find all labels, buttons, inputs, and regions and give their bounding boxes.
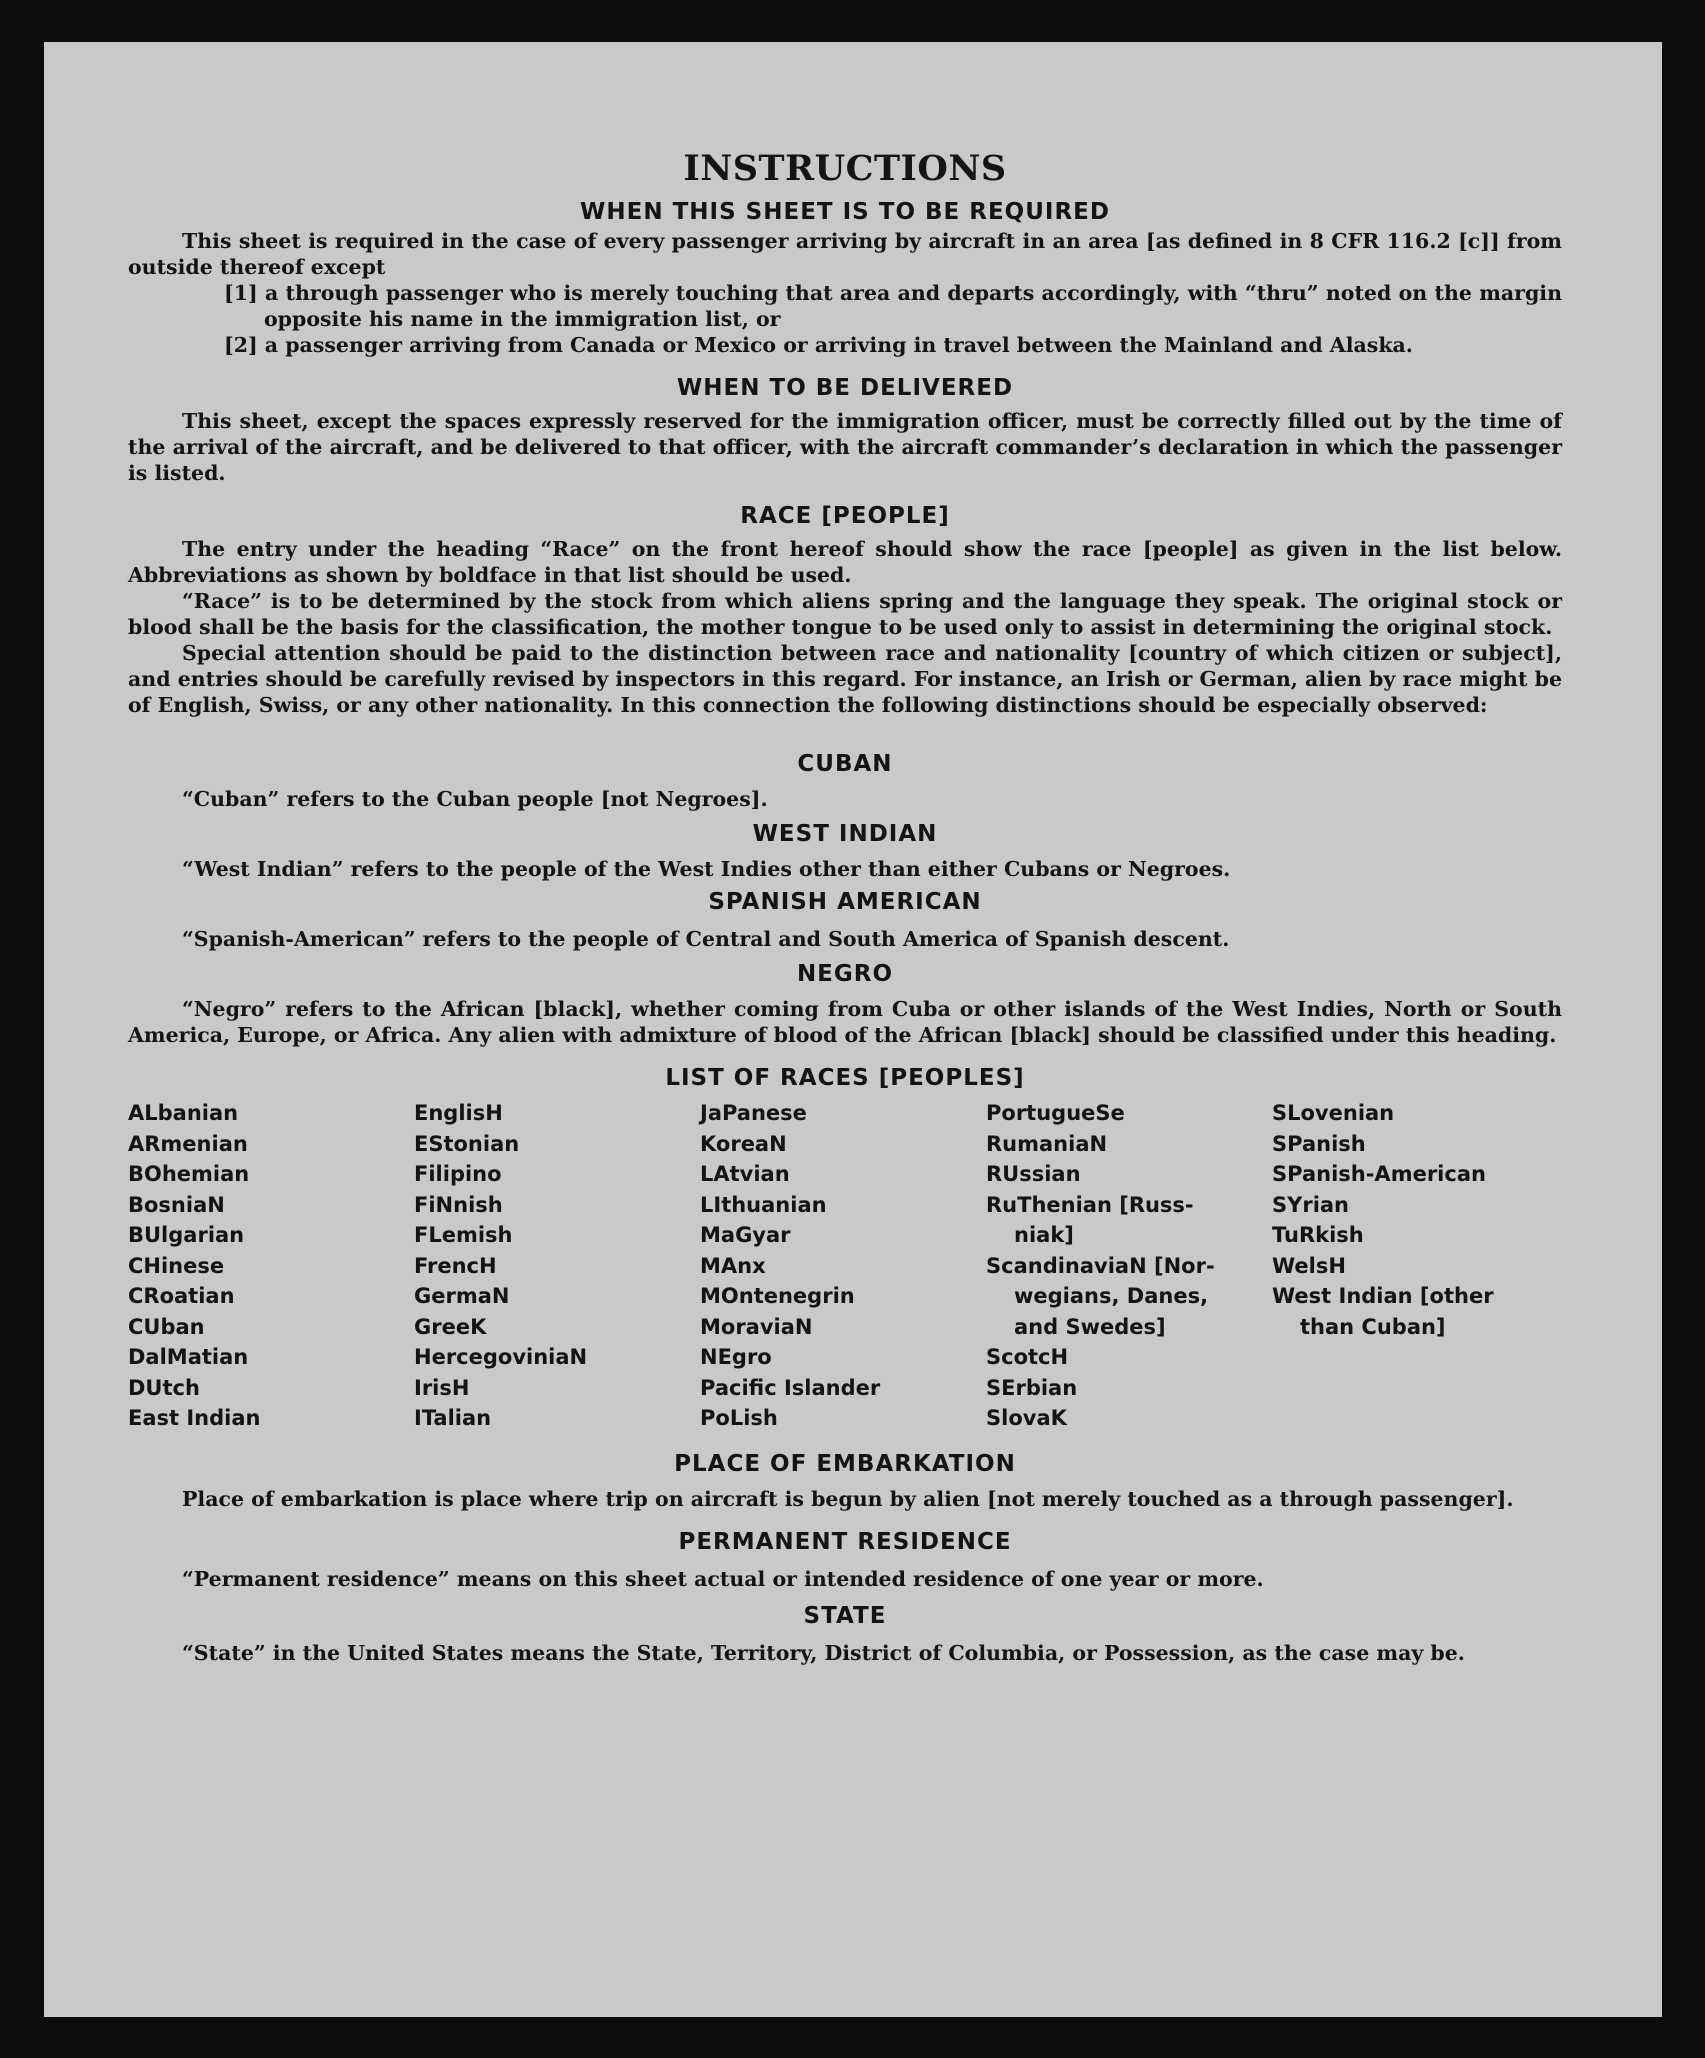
races-list [128, 1098, 1562, 1434]
race-entry: East Indian [128, 1406, 261, 1430]
race-entry: Pacific Islander [700, 1375, 881, 1400]
race-entry: niak] [1014, 1223, 1074, 1247]
race-entry: NEgro [700, 1345, 772, 1369]
heading-cuban: CUBAN [797, 751, 893, 777]
race-entry: ScandinaviaN [Nor- [986, 1253, 1215, 1278]
heading-delivered: WHEN TO BE DELIVERED [676, 375, 1014, 401]
heading-state: STATE [803, 1602, 887, 1629]
race-entry: FiNnish [414, 1192, 503, 1217]
instructions-content [128, 146, 1562, 1666]
page-title: INSTRUCTIONS [683, 148, 1007, 189]
heading-permanent-residence: PERMANENT RESIDENCE [678, 1528, 1012, 1555]
heading-west-indian: WEST INDIAN [752, 821, 938, 847]
race-entry: ARmenian [128, 1131, 248, 1156]
race-entry: JaPanese [700, 1101, 807, 1125]
race-entry: SYrian [1272, 1192, 1350, 1217]
races-column-4 [986, 1098, 1272, 1434]
race-entry: wegians, Danes, [1014, 1284, 1209, 1308]
heading-race: RACE [PEOPLE] [740, 503, 950, 529]
race-entry: LAtvian [700, 1162, 790, 1186]
races-column-2 [414, 1098, 700, 1434]
race-entry: KoreaN [700, 1131, 787, 1156]
race-entry: FLemish [414, 1223, 513, 1247]
race-entry: SErbian [986, 1375, 1078, 1400]
negro-text: “Negro” refers to the African [black], whether coming from Cuba or other islands of the West Indies, North or South America, Europe, or Africa. Any alien with admixture of blood of the African [black] should be classified under this heading. [128, 997, 1562, 1047]
race-entry: CHinese [128, 1253, 225, 1278]
race-entry: GermaN [414, 1284, 510, 1308]
race-entry: DUtch [128, 1375, 200, 1400]
races-column-3 [700, 1098, 986, 1434]
race-entry: GreeK [414, 1314, 487, 1339]
delivered-text: This sheet, except the spaces expressly reserved for the immigration officer, must be correctly filled out by the time of the arrival of the aircraft, and be delivered to that officer, with the aircraft commander’s declaration in which the passenger is listed. [128, 409, 1562, 485]
race-entry: WelsH [1272, 1253, 1346, 1278]
required-intro: This sheet is required in the case of every passenger arriving by aircraft in an area [as defined in 8 CFR 116.2 [c]] from outside thereof except [128, 229, 1562, 279]
race-entry: RumaniaN [986, 1131, 1108, 1156]
required-item-1: [1] a through passenger who is merely touching that area and departs accordingly, with “thru” noted on the margin opposite his name in the immigration list, or [224, 281, 1562, 331]
race-paragraph-2: “Race” is to be determined by the stock from which aliens spring and the language they speak. The original stock or blood shall be the basis for the classification, the mother tongue to be used only to assist in determining the original stock. [128, 589, 1562, 639]
heading-required: WHEN THIS SHEET IS TO BE REQUIRED [580, 199, 1110, 225]
race-entry: FrencH [414, 1253, 497, 1278]
residence-text: “Permanent residence” means on this sheet actual or intended residence of one year or more. [182, 1566, 1264, 1591]
race-entry: and Swedes] [1014, 1314, 1166, 1339]
race-entry: HercegoviniaN [414, 1345, 588, 1369]
race-entry: ScotcH [986, 1345, 1069, 1369]
races-column-5 [1272, 1098, 1562, 1434]
race-paragraph-3: Special attention should be paid to the distinction between race and nationality [country of which citizen or subject], and entries should be carefully revised by inspectors in this regard. For instance, an Irish or German, alien by race might be of English, Swiss, or any other nationality. In this connection the following distinctions should be especially observed: [128, 641, 1562, 717]
race-entry: BOhemian [128, 1162, 250, 1186]
race-entry: ITalian [414, 1406, 492, 1430]
race-entry: MoraviaN [700, 1314, 813, 1339]
race-entry: BosniaN [128, 1192, 225, 1217]
race-entry: EnglisH [414, 1101, 503, 1125]
west-indian-text: “West Indian” refers to the people of the West Indies other than either Cubans or Negroes. [182, 857, 1231, 881]
race-entry: SLovenian [1272, 1101, 1395, 1125]
race-entry: BUlgarian [128, 1223, 245, 1247]
race-entry: DalMatian [128, 1345, 249, 1369]
race-entry: SlovaK [986, 1406, 1067, 1430]
race-entry: RuThenian [Russ- [986, 1192, 1194, 1217]
race-entry: SPanish-American [1272, 1162, 1486, 1186]
race-entry: MOntenegrin [700, 1284, 855, 1308]
race-entry: PortugueSe [986, 1101, 1125, 1125]
race-entry: SPanish [1272, 1131, 1366, 1156]
spanish-american-text: “Spanish-American” refers to the people of Central and South America of Spanish descent. [182, 927, 1230, 951]
heading-negro: NEGRO [796, 961, 894, 987]
race-entry: ALbanian [128, 1101, 239, 1125]
cuban-text: “Cuban” refers to the Cuban people [not Negroes]. [182, 787, 768, 811]
embarkation-text: Place of embarkation is place where trip on aircraft is begun by alien [not merely touched as a through passenger]. [182, 1486, 1514, 1511]
race-entry: MAnx [700, 1253, 766, 1278]
race-entry: MaGyar [700, 1223, 791, 1247]
race-entry: TuRkish [1272, 1223, 1364, 1247]
race-paragraph-1: The entry under the heading “Race” on the front hereof should show the race [people] as given in the list below. Abbreviations as shown by boldface in that list should be used. [128, 537, 1562, 587]
race-entry: LIthuanian [700, 1192, 827, 1217]
race-entry: than Cuban] [1300, 1314, 1446, 1339]
heading-spanish-american: SPANISH AMERICAN [708, 889, 982, 915]
race-entry: CRoatian [128, 1284, 235, 1308]
race-entry: CUban [128, 1314, 205, 1339]
heading-embarkation: PLACE OF EMBARKATION [674, 1450, 1016, 1477]
required-item-2: [2] a passenger arriving from Canada or Mexico or arriving in travel between the Mainland and Alaska. [224, 333, 1413, 357]
heading-list-of-races: LIST OF RACES [PEOPLES] [665, 1065, 1025, 1091]
race-entry: Filipino [414, 1162, 502, 1186]
race-entry: EStonian [414, 1131, 520, 1156]
race-entry: IrisH [414, 1375, 470, 1400]
race-entry: RUssian [986, 1162, 1081, 1186]
races-column-1 [128, 1098, 414, 1434]
race-entry: PoLish [700, 1406, 778, 1430]
state-text: “State” in the United States means the State, Territory, District of Columbia, or Possession, as the case may be. [182, 1640, 1465, 1665]
race-entry: West Indian [other [1272, 1284, 1494, 1308]
document-sheet [44, 42, 1662, 2017]
